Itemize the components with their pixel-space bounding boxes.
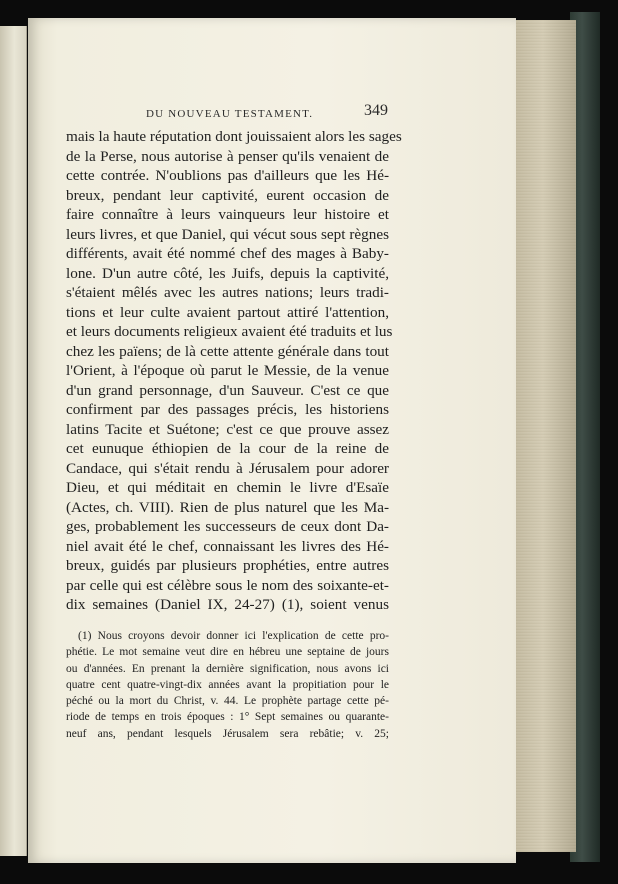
text-line: de la Perse, nous autorise à penser qu'ils venaient de [66,147,389,165]
text-line: différents, avait été nommé chef des mages à Baby- [66,245,389,262]
page-stack-edge [508,20,576,852]
text-line: cet eunuque éthiopien de la cour de la reine de [66,440,389,457]
text-line: breux, guidés par plusieurs prophéties, entre autres [66,557,389,574]
running-title: DU NOUVEAU TESTAMENT. [146,108,314,120]
text-line: breux, pendant leur captivité, eurent occasion de [66,186,389,204]
text-line: par celle qui est célèbre sous le nom des soixante-et- [66,576,389,594]
text-line: latins Tacite et Suétone; c'est ce que prouve assez [66,420,389,438]
text-line: mais la haute réputation dont jouissaient alors les sages [66,128,402,145]
text-line: ges, probablement les successeurs de ceux dont Da- [66,518,389,535]
text-line: faire connaître à leurs vainqueurs leur histoire et [66,206,389,223]
text-line: niel avait été le chef, connaissant les livres des Hé- [66,537,389,555]
text-line: cette contrée. N'oublions pas d'ailleurs que les Hé- [66,167,389,184]
body-text [66,127,402,615]
footnote-line: quatre cent quatre-vingt-dix années avant la propitiation pour le [66,678,389,691]
text-line: et leurs documents religieux avaient été traduits et lus [66,323,393,340]
text-line: tions et leur culte avaient partout attiré l'attention, [66,303,389,321]
footnote-line: phétie. Le mot semaine veut dire en hébreu une septaine de jours [66,646,389,659]
footnote-line: riode de temps en trois époques : 1° Sept semaines ou quarante- [66,711,389,724]
footnote-line: ou d'années. En prenant la dernière signification, nous avons ici [66,662,389,675]
running-head [58,104,388,122]
footnote [66,628,389,742]
facing-page-edge [0,26,27,856]
footnote-line: neuf ans, pendant lesquels Jérusalem sera rebâtie; v. 25; [66,727,389,740]
footnote-line: (1) Nous croyons devoir donner ici l'explication de cette pro- [78,630,389,642]
text-line: d'un grand personnage, d'un Sauveur. C'est ce que [66,381,389,399]
text-line: dix semaines (Daniel IX, 24-27) (1), soient venus [66,596,389,613]
text-line: (Actes, ch. VIII). Rien de plus naturel que les Ma- [66,498,389,516]
text-line: leurs livres, et que Daniel, qui vécut sous sept règnes [66,225,389,243]
text-line: lone. D'un autre côté, les Juifs, depuis la captivité, [66,264,389,282]
text-line: confirment par des passages précis, les historiens [66,401,389,418]
text-line: chez les païens; de là cette attente générale dans tout [66,342,389,360]
text-line: l'Orient, à l'époque où parut le Messie, de la venue [66,362,389,379]
footnote-line: péché ou la mort du Christ, v. 44. Le prophète partage cette pé- [66,695,389,708]
text-line: Dieu, et qui méditait en chemin le livre d'Esaïe [66,479,389,496]
page-number: 349 [364,102,388,119]
text-line: Candace, qui s'était rendu à Jérusalem pour adorer [66,459,389,477]
text-line: s'étaient mêlés avec les autres nations; leurs tradi- [66,284,389,301]
